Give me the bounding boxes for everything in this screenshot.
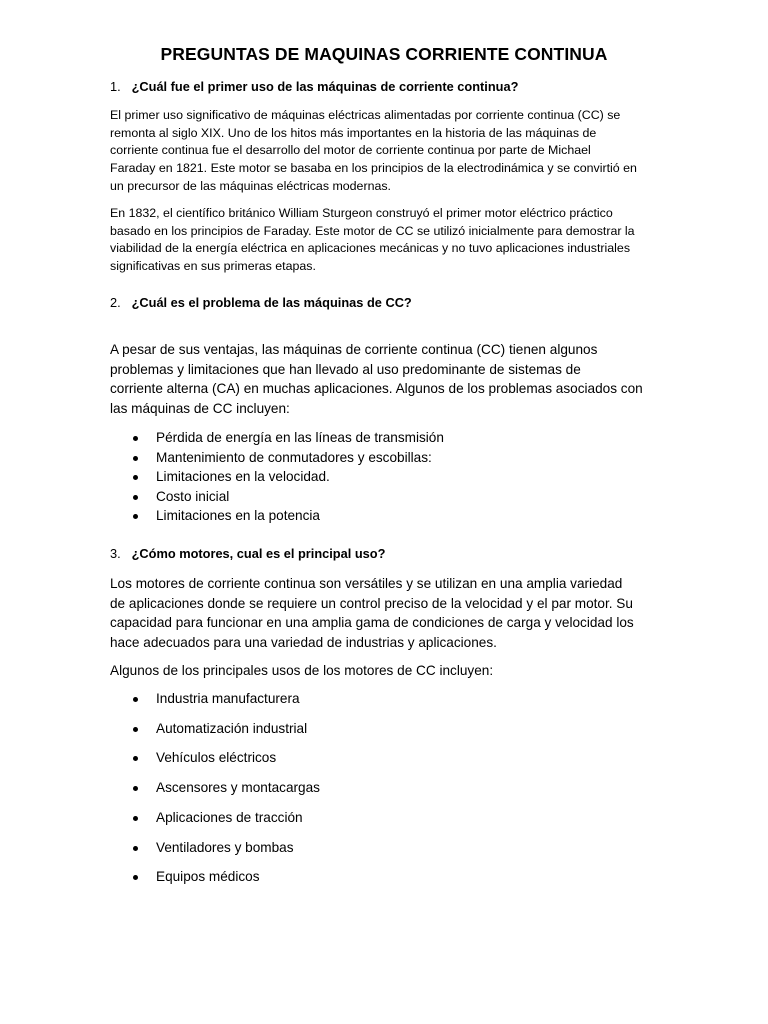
answer-1-paragraph-1 bbox=[110, 107, 660, 196]
text-line: un precursor de las máquinas eléctricas modernas. bbox=[110, 178, 391, 193]
question-1 bbox=[110, 79, 518, 94]
text-line: significativas en sus primeras etapas. bbox=[110, 259, 316, 274]
text-line: Los motores de corriente continua son versátiles y se utilizan en una amplia variedad bbox=[110, 576, 623, 591]
text-line: viabilidad de la energía eléctrica en aplicaciones mecánicas y no tuvo aplicaciones industriales bbox=[110, 241, 631, 256]
answer-3-paragraph-2 bbox=[110, 661, 660, 681]
bullet-icon bbox=[133, 727, 138, 732]
text-line: corriente continua fue el desarrollo del motor de corriente continua por parte de Michael bbox=[110, 143, 591, 158]
bullet-icon bbox=[133, 697, 138, 702]
text-line: A pesar de sus ventajas, las máquinas de corriente continua (CC) tienen algunos bbox=[110, 342, 598, 357]
answer-3-paragraph-1 bbox=[110, 574, 660, 652]
text-line: Algunos de los principales usos de los motores de CC incluyen: bbox=[110, 663, 494, 678]
bullet-icon bbox=[133, 456, 138, 461]
bullet-icon bbox=[133, 436, 138, 441]
question-1-text: ¿Cuál fue el primer uso de las máquinas de corriente continua? bbox=[131, 79, 519, 94]
text-line: El primer uso significativo de máquinas eléctricas alimentadas por corriente continua (CC) se bbox=[110, 108, 621, 122]
question-1-number: 1. bbox=[110, 79, 121, 94]
bullet-icon bbox=[133, 786, 138, 791]
bullet-icon bbox=[133, 475, 138, 480]
text-line: las máquinas de CC incluyen: bbox=[110, 400, 290, 416]
text-line: hace adecuados para una variedad de industrias y aplicaciones. bbox=[110, 634, 497, 650]
answer-1-paragraph-2 bbox=[110, 205, 660, 276]
text-line: capacidad para funcionar en una amplia gama de condiciones de carga y velocidad los bbox=[110, 615, 634, 630]
document-title: PREGUNTAS DE MAQUINAS CORRIENTE CONTINUA bbox=[160, 44, 608, 64]
bullet-icon bbox=[133, 495, 138, 500]
text-line: de aplicaciones donde se requiere un control preciso de la velocidad y el par motor. Su bbox=[110, 595, 633, 611]
bullet-icon bbox=[133, 846, 138, 851]
text-line: problemas y limitaciones que han llevado al uso predominante de sistemas de bbox=[110, 361, 581, 377]
question-2-number: 2. bbox=[110, 295, 121, 310]
question-2 bbox=[110, 295, 412, 310]
text-line: corriente alterna (CA) en muchas aplicaciones. Algunos de los problemas asociados con bbox=[110, 381, 643, 396]
question-2-text: ¿Cuál es el problema de las máquinas de CC? bbox=[131, 295, 412, 310]
bullet-icon bbox=[133, 756, 138, 761]
question-3 bbox=[110, 546, 385, 561]
bullet-icon bbox=[133, 875, 138, 880]
text-line: En 1832, el científico británico William Sturgeon construyó el primer motor eléctrico práctico bbox=[110, 206, 613, 220]
document-page: PREGUNTAS DE MAQUINAS CORRIENTE CONTINUA 1. ¿Cuál fue el primer uso de las máquinas de corriente continua? El primer uso significativo de máquinas eléctricas alimentadas por corriente continua (CC) se remonta al siglo XIX. Uno de los hitos más importantes en la historia de las máquinas de corriente continua fue el desarrollo del motor de corriente continua por parte de Michael Faraday en 1821. Este motor se basaba en los principios de la electrodinámica y se convirtió en un precursor de las máquinas eléctricas modernas. En 1832, el científico británico William Sturgeon construyó el primer motor eléctrico práctico basado en los principios de Faraday. Este motor de CC se utilizó inicialmente para demostrar la viabilidad de la energía eléctrica en aplicaciones mecánicas y no tuvo aplicaciones industriales significativas en sus primeras etapas. 2. ¿Cuál es el problema de las máquinas de CC? A pesar de sus ventajas, las máquinas de corriente continua (CC) tienen algunos problemas y limitaciones que han llevado al uso predominante de sistemas de corriente alterna (CA) en muchas aplicaciones. Algunos de los problemas asociados con las máquinas de CC incluyen: Pérdida de energía en las líneas de transmisión Mantenimiento de conmutadores y escobillas: Limitaciones en la velocidad. Costo inicial Limitaciones en la potencia 3. ¿Cómo motores, cual es el principal uso? Los motores de corriente continua son versátiles y se utilizan en una amplia variedad de aplicaciones donde se requiere un control preciso de la velocidad y el par motor. Su capacidad para funcionar en una amplia gama de condiciones de carga y velocidad los hace adecuados para una variedad de industrias y aplicaciones. Algunos de los principales usos de los motores de CC incluyen: Industria manufacturera Automatización industrial Vehículos eléctricos Ascensores y montacargas Aplicaciones de tracción Ventiladores y bombas Equipos médicos bbox=[0, 0, 768, 1024]
question-3-number: 3. bbox=[110, 546, 121, 561]
answer-2-paragraph-1 bbox=[110, 340, 660, 418]
text-line: basado en los principios de Faraday. Este motor de CC se utilizó inicialmente para demostrar la bbox=[110, 223, 635, 238]
question-3-text: ¿Cómo motores, cual es el principal uso? bbox=[131, 546, 386, 561]
text-line: remonta al siglo XIX. Uno de los hitos más importantes en la historia de las máquinas de bbox=[110, 125, 597, 140]
bullet-icon bbox=[133, 514, 138, 519]
bullet-icon bbox=[133, 816, 138, 821]
text-line: Faraday en 1821. Este motor se basaba en los principios de la electrodinámica y se convirtió en bbox=[110, 161, 637, 176]
